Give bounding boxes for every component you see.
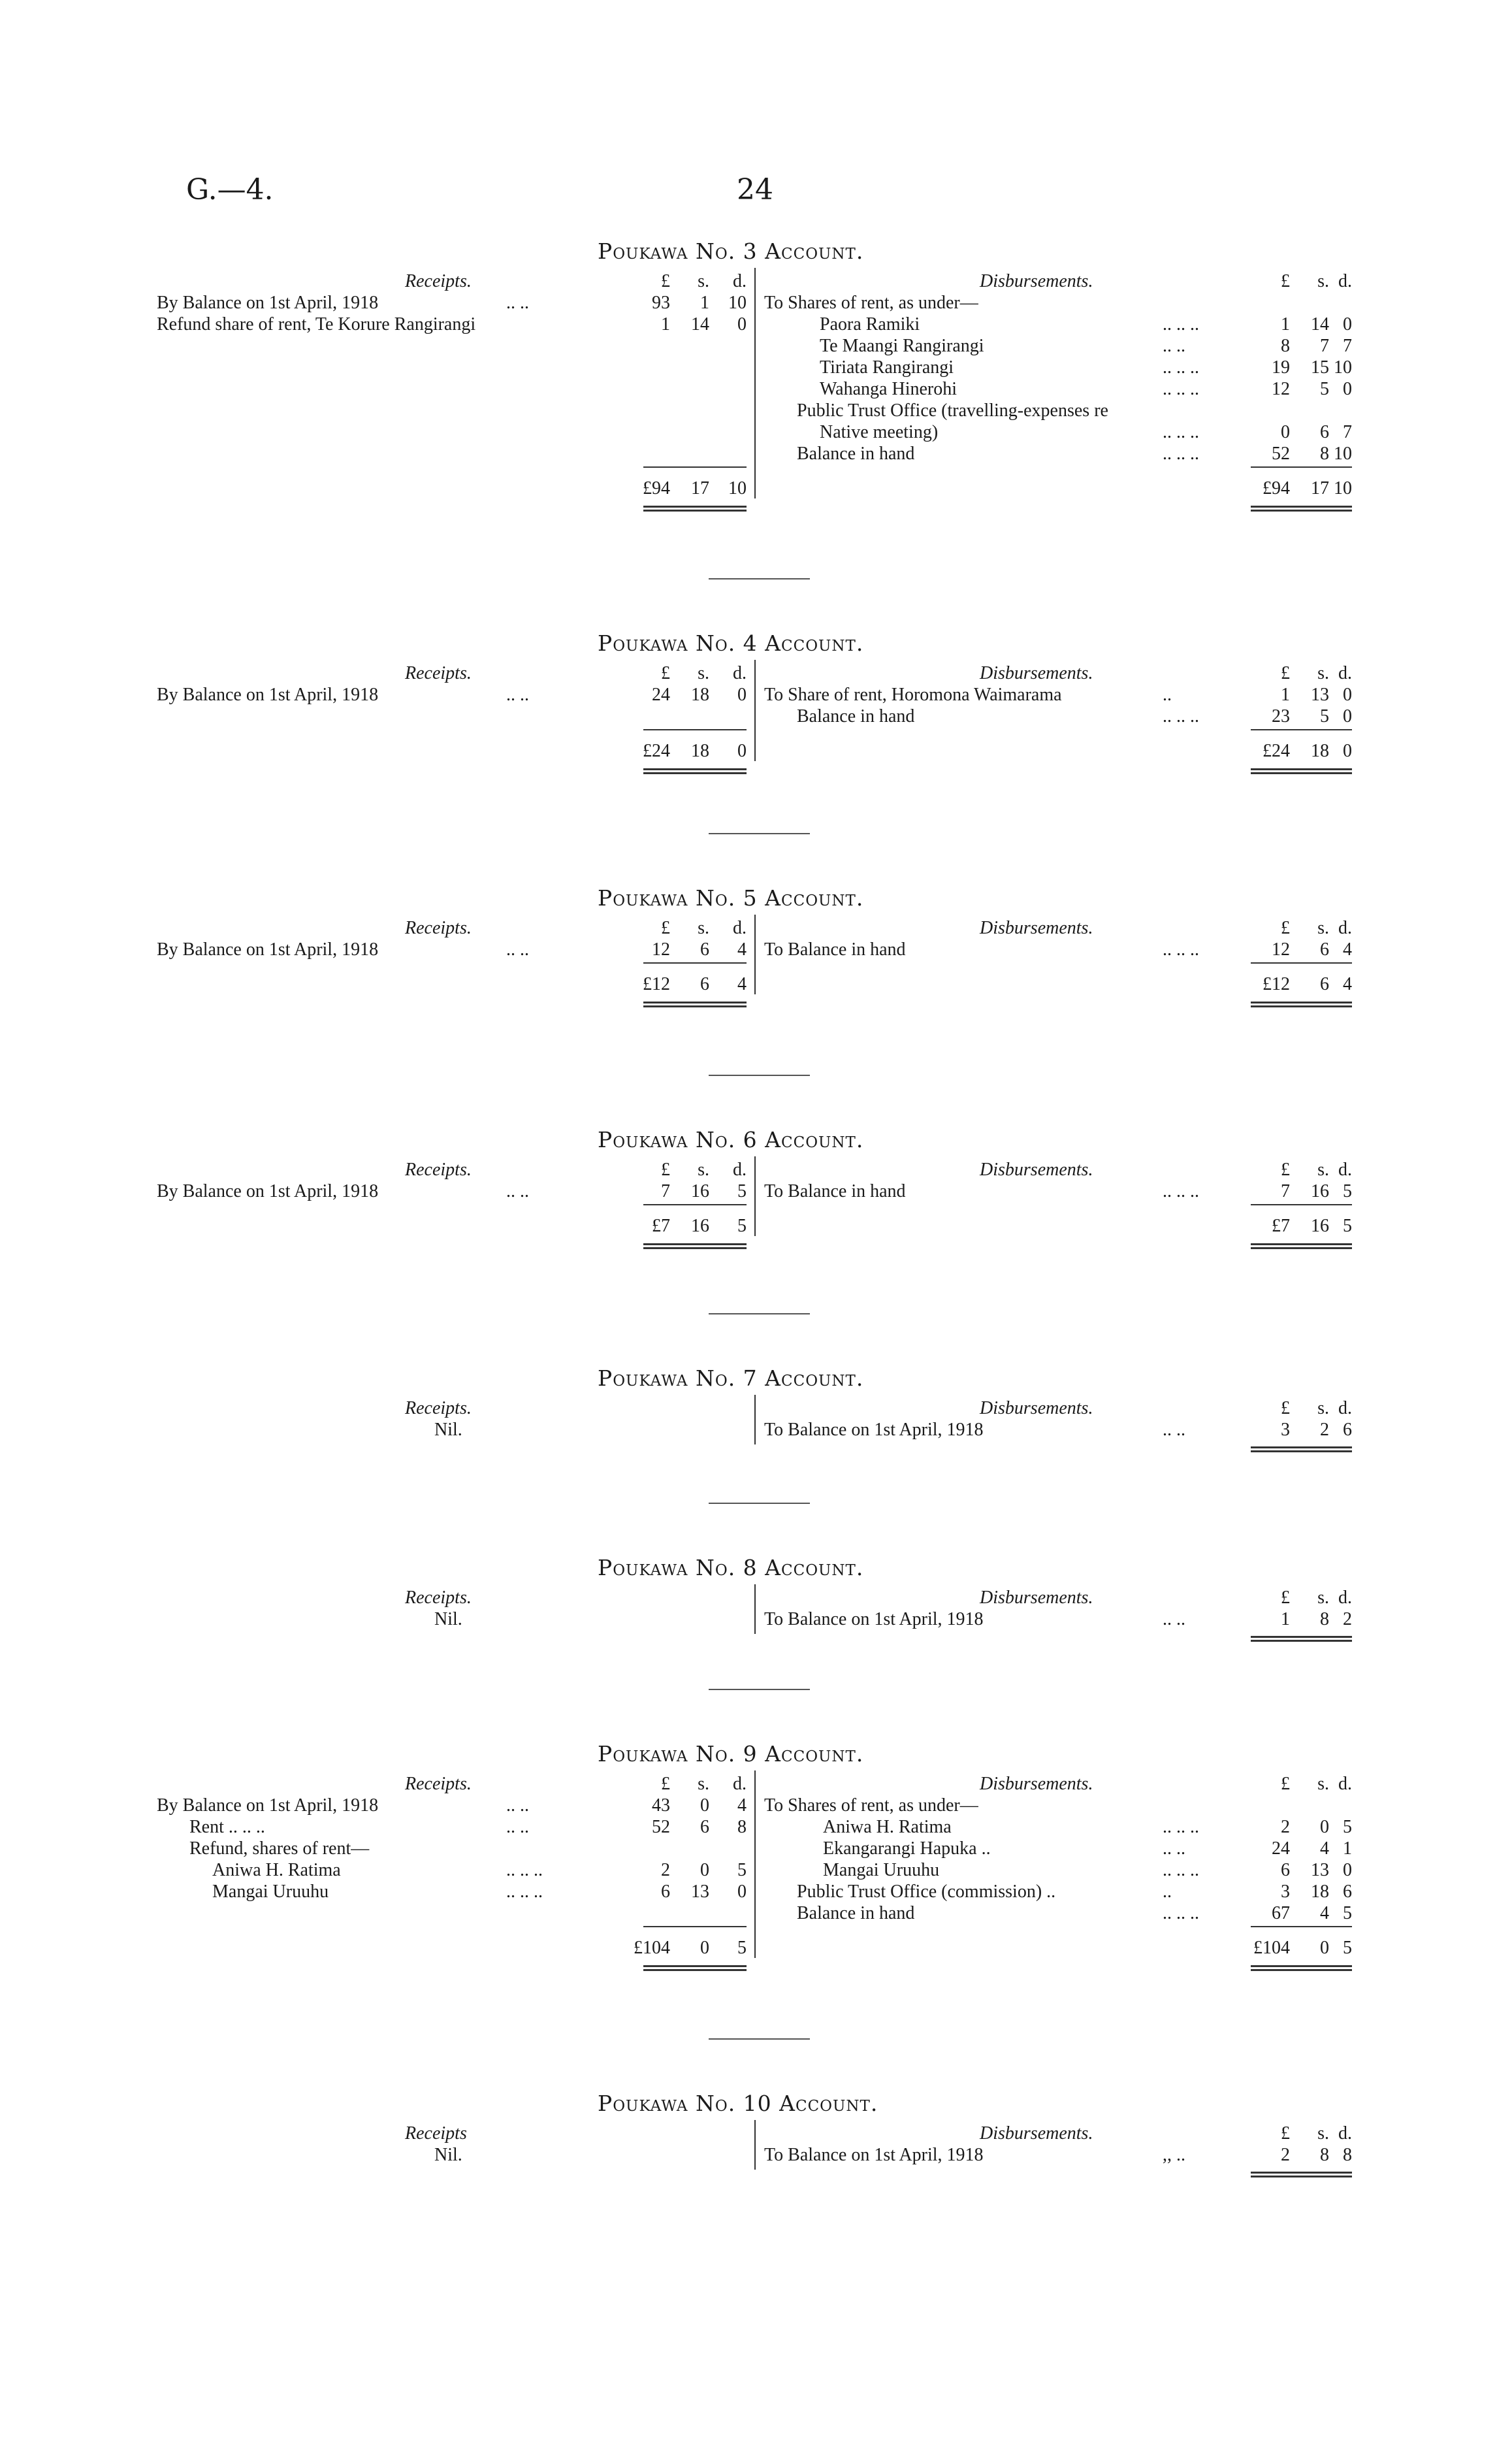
disbursement-amount-shillings: 0: [1320, 1817, 1329, 1837]
receipts-total-pounds: £24: [643, 741, 670, 761]
disbursement-amount-pounds: 12: [1272, 379, 1290, 399]
leader-dots: ..: [1163, 685, 1172, 705]
leader-dots: .. .. ..: [1163, 314, 1199, 334]
receipt-amount-shillings: 0: [700, 1860, 709, 1880]
disbursements-label: Disbursements.: [980, 918, 1093, 938]
receipts-total-shillings: 0: [700, 1938, 709, 1958]
section-separator: [709, 833, 810, 834]
disbursements-total-pence: 5: [1343, 1938, 1352, 1958]
receipt-amount-pence: 4: [737, 1795, 747, 1816]
disbursements-label: Disbursements.: [980, 1774, 1093, 1794]
leader-dots: .. ..: [1163, 336, 1185, 356]
receipts-total-pence: 0: [737, 741, 747, 761]
section-separator: [709, 1313, 810, 1314]
disbursement-amount-pence: 8: [1343, 2145, 1352, 2165]
receipt-amount-shillings: 0: [700, 1795, 709, 1816]
total-double-rule: [1251, 768, 1352, 774]
shillings-header: s.: [698, 1160, 709, 1180]
pence-header: d.: [733, 271, 747, 291]
account-title: Poukawa No. 10 Account.: [598, 2091, 878, 2116]
disbursement-item: Paora Ramiki: [820, 314, 920, 334]
pounds-header: £: [1281, 1588, 1290, 1608]
total-double-rule: [1251, 2172, 1352, 2177]
disbursements-total-pounds: £7: [1272, 1216, 1290, 1236]
pence-header: d.: [1338, 663, 1352, 683]
receipt-amount-pounds: 6: [661, 1882, 670, 1902]
leader-dots: .. ..: [506, 293, 529, 313]
disbursement-amount-pence: 6: [1343, 1420, 1352, 1440]
account-title: Poukawa No. 7 Account.: [598, 1365, 864, 1391]
disbursement-item: Public Trust Office (commission) ..: [797, 1882, 1056, 1902]
disbursement-item: Mangai Uruuhu: [823, 1860, 940, 1880]
disbursement-amount-shillings: 13: [1311, 1860, 1329, 1880]
disbursement-amount-shillings: 16: [1311, 1181, 1329, 1201]
receipt-amount-shillings: 13: [691, 1882, 709, 1902]
disbursements-total-pence: 0: [1343, 741, 1352, 761]
disbursement-amount-shillings: 8: [1320, 2145, 1329, 2165]
receipt-item: By Balance on 1st April, 1918: [157, 939, 379, 960]
pence-header: d.: [1338, 1774, 1352, 1794]
disbursement-amount-pence: 0: [1343, 706, 1352, 726]
disbursements-total-shillings: 16: [1311, 1216, 1329, 1236]
pence-header: d.: [1338, 271, 1352, 291]
column-divider: [754, 268, 756, 498]
leader-dots: .. .. ..: [1163, 357, 1199, 378]
page-header-left: G.—4.: [186, 173, 274, 206]
leader-dots: .. .. ..: [1163, 379, 1199, 399]
receipts-total-shillings: 16: [691, 1216, 709, 1236]
receipt-item: Mangai Uruuhu: [212, 1882, 329, 1902]
pence-header: d.: [1338, 1160, 1352, 1180]
disbursement-item: Native meeting): [820, 422, 939, 442]
page-number: 24: [737, 173, 773, 206]
disbursement-amount-pounds: 3: [1281, 1420, 1290, 1440]
disbursement-item: Ekangarangi Hapuka ..: [823, 1838, 991, 1859]
total-double-rule: [1251, 1636, 1352, 1642]
receipts-label: Receipts.: [405, 1160, 472, 1180]
column-divider: [754, 2120, 756, 2170]
receipts-label: Receipts.: [405, 1774, 472, 1794]
receipt-amount-shillings: 6: [700, 939, 709, 960]
leader-dots: .. .. ..: [506, 1882, 543, 1902]
receipts-total-pence: 5: [737, 1216, 747, 1236]
pounds-header: £: [661, 663, 670, 683]
disbursement-item: To Balance on 1st April, 1918: [764, 2145, 984, 2165]
total-double-rule: [643, 1243, 747, 1249]
leader-dots: .. .. ..: [1163, 939, 1199, 960]
disbursement-amount-shillings: 15: [1311, 357, 1329, 378]
shillings-header: s.: [1317, 1160, 1329, 1180]
disbursement-amount-pence: 5: [1343, 1903, 1352, 1923]
shillings-header: s.: [1317, 663, 1329, 683]
disbursement-amount-pounds: 8: [1281, 336, 1290, 356]
disbursement-amount-pounds: 7: [1281, 1181, 1290, 1201]
account-title: Poukawa No. 3 Account.: [598, 238, 864, 264]
receipt-amount-pounds: 2: [661, 1860, 670, 1880]
disbursement-item: To Shares of rent, as under—: [764, 293, 978, 313]
disbursements-total-pence: 4: [1343, 974, 1352, 994]
section-separator: [709, 1689, 810, 1690]
sum-rule: [643, 729, 747, 730]
disbursement-amount-pounds: 19: [1272, 357, 1290, 378]
total-double-rule: [1251, 1446, 1352, 1452]
disbursements-label: Disbursements.: [980, 2123, 1093, 2144]
leader-dots: .. .. ..: [1163, 1181, 1199, 1201]
receipts-total-pounds: £7: [652, 1216, 670, 1236]
receipts-total-shillings: 18: [691, 741, 709, 761]
shillings-header: s.: [698, 271, 709, 291]
pounds-header: £: [1281, 271, 1290, 291]
disbursements-total-pence: 5: [1343, 1216, 1352, 1236]
disbursements-label: Disbursements.: [980, 1398, 1093, 1418]
disbursement-amount-pounds: 23: [1272, 706, 1290, 726]
pounds-header: £: [1281, 918, 1290, 938]
disbursement-amount-shillings: 4: [1320, 1903, 1329, 1923]
column-divider: [754, 1770, 756, 1958]
receipt-item: Aniwa H. Ratima: [212, 1860, 341, 1880]
disbursements-total-pence: 10: [1334, 478, 1352, 498]
leader-dots: .. .. ..: [1163, 1903, 1199, 1923]
receipt-amount-pounds: 12: [652, 939, 670, 960]
disbursement-amount-pounds: 0: [1281, 422, 1290, 442]
disbursement-amount-pence: 0: [1343, 314, 1352, 334]
disbursements-total-shillings: 18: [1311, 741, 1329, 761]
leader-dots: .. .. ..: [1163, 422, 1199, 442]
receipt-amount-shillings: 1: [700, 293, 709, 313]
leader-dots: .. .. ..: [1163, 444, 1199, 464]
receipt-amount-pence: 5: [737, 1181, 747, 1201]
receipts-total-pence: 4: [737, 974, 747, 994]
disbursement-amount-shillings: 5: [1320, 706, 1329, 726]
disbursements-total-shillings: 17: [1311, 478, 1329, 498]
shillings-header: s.: [1317, 1774, 1329, 1794]
disbursement-amount-pence: 4: [1343, 939, 1352, 960]
sum-rule: [643, 962, 747, 964]
receipts-label: Receipts.: [405, 1398, 472, 1418]
receipts-label: Receipts.: [405, 271, 472, 291]
leader-dots: .. .. ..: [506, 1860, 543, 1880]
total-double-rule: [1251, 1243, 1352, 1249]
disbursement-amount-pounds: 67: [1272, 1903, 1290, 1923]
disbursement-amount-pounds: 1: [1281, 1609, 1290, 1629]
receipt-amount-pounds: 52: [652, 1817, 670, 1837]
leader-dots: ..: [1163, 1882, 1172, 1902]
disbursements-total-shillings: 0: [1320, 1938, 1329, 1958]
disbursement-amount-shillings: 6: [1320, 939, 1329, 960]
pence-header: d.: [733, 918, 747, 938]
leader-dots: .. ..: [506, 685, 529, 705]
sum-rule: [643, 1204, 747, 1205]
disbursement-item: To Balance in hand: [764, 1181, 906, 1201]
disbursement-item: To Balance in hand: [764, 939, 906, 960]
disbursement-amount-pounds: 1: [1281, 685, 1290, 705]
pounds-header: £: [661, 1774, 670, 1794]
account-title: Poukawa No. 8 Account.: [598, 1555, 864, 1580]
disbursement-item: Tiriata Rangirangi: [820, 357, 954, 378]
leader-dots: .. .. ..: [1163, 1817, 1199, 1837]
disbursement-amount-pence: 2: [1343, 1609, 1352, 1629]
receipts-label: Receipts: [405, 2123, 467, 2144]
disbursement-item: Aniwa H. Ratima: [823, 1817, 952, 1837]
receipts-total-pence: 5: [737, 1938, 747, 1958]
receipt-item: By Balance on 1st April, 1918: [157, 685, 379, 705]
disbursement-amount-pence: 10: [1334, 357, 1352, 378]
receipts-nil: Nil.: [434, 1609, 462, 1629]
disbursement-amount-pounds: 3: [1281, 1882, 1290, 1902]
disbursement-item: Balance in hand: [797, 706, 915, 726]
section-separator: [709, 1075, 810, 1076]
disbursements-label: Disbursements.: [980, 1588, 1093, 1608]
disbursements-total-pounds: £24: [1263, 741, 1290, 761]
disbursement-amount-shillings: 6: [1320, 422, 1329, 442]
total-double-rule: [643, 768, 747, 774]
disbursement-amount-pence: 0: [1343, 379, 1352, 399]
pounds-header: £: [661, 1160, 670, 1180]
disbursement-amount-pence: 6: [1343, 1882, 1352, 1902]
disbursement-item: Balance in hand: [797, 1903, 915, 1923]
disbursement-amount-shillings: 4: [1320, 1838, 1329, 1859]
receipt-amount-pence: 10: [728, 293, 747, 313]
shillings-header: s.: [698, 663, 709, 683]
receipt-amount-pence: 0: [737, 314, 747, 334]
shillings-header: s.: [1317, 2123, 1329, 2144]
disbursements-label: Disbursements.: [980, 1160, 1093, 1180]
leader-dots: .. ..: [506, 1181, 529, 1201]
disbursement-amount-pence: 1: [1343, 1838, 1352, 1859]
disbursements-label: Disbursements.: [980, 271, 1093, 291]
pounds-header: £: [1281, 2123, 1290, 2144]
disbursement-amount-pence: 5: [1343, 1817, 1352, 1837]
section-separator: [709, 2038, 810, 2040]
receipts-total-shillings: 6: [700, 974, 709, 994]
leader-dots: .. ..: [1163, 1420, 1185, 1440]
leader-dots: .. ..: [506, 1817, 529, 1837]
shillings-header: s.: [1317, 918, 1329, 938]
disbursement-amount-pence: 0: [1343, 685, 1352, 705]
receipts-total-shillings: 17: [691, 478, 709, 498]
total-double-rule: [643, 1002, 747, 1007]
disbursements-total-pounds: £94: [1263, 478, 1290, 498]
receipts-total-pounds: £104: [634, 1938, 670, 1958]
receipts-total-pounds: £12: [643, 974, 670, 994]
receipt-amount-shillings: 14: [691, 314, 709, 334]
receipt-amount-pounds: 1: [661, 314, 670, 334]
receipts-label: Receipts.: [405, 1588, 472, 1608]
disbursement-item: Balance in hand: [797, 444, 915, 464]
pence-header: d.: [733, 1774, 747, 1794]
receipts-total-pounds: £94: [643, 478, 670, 498]
receipt-amount-pounds: 93: [652, 293, 670, 313]
disbursement-item: Wahanga Hinerohi: [820, 379, 957, 399]
disbursement-amount-shillings: 14: [1311, 314, 1329, 334]
disbursement-amount-shillings: 18: [1311, 1882, 1329, 1902]
shillings-header: s.: [1317, 1398, 1329, 1418]
disbursement-item: To Balance on 1st April, 1918: [764, 1420, 984, 1440]
pounds-header: £: [1281, 1774, 1290, 1794]
disbursement-amount-shillings: 8: [1320, 1609, 1329, 1629]
disbursement-item: Public Trust Office (travelling-expenses re: [797, 400, 1108, 421]
disbursement-amount-shillings: 8: [1320, 444, 1329, 464]
section-separator: [709, 1503, 810, 1504]
disbursement-amount-pounds: 1: [1281, 314, 1290, 334]
receipt-item: By Balance on 1st April, 1918: [157, 293, 379, 313]
total-double-rule: [1251, 506, 1352, 512]
receipts-total-pence: 10: [728, 478, 747, 498]
disbursement-amount-pence: 10: [1334, 444, 1352, 464]
receipts-label: Receipts.: [405, 918, 472, 938]
receipt-amount-shillings: 16: [691, 1181, 709, 1201]
account-title: Poukawa No. 4 Account.: [598, 630, 864, 656]
disbursement-amount-pounds: 12: [1272, 939, 1290, 960]
shillings-header: s.: [1317, 271, 1329, 291]
disbursement-item: To Shares of rent, as under—: [764, 1795, 978, 1816]
disbursement-amount-pence: 7: [1343, 336, 1352, 356]
receipt-item: Refund share of rent, Te Korure Rangirangi: [157, 314, 476, 334]
disbursements-total-pounds: £12: [1263, 974, 1290, 994]
disbursement-amount-shillings: 2: [1320, 1420, 1329, 1440]
disbursement-item: To Balance on 1st April, 1918: [764, 1609, 984, 1629]
section-separator: [709, 578, 810, 579]
pence-header: d.: [1338, 2123, 1352, 2144]
disbursement-amount-pounds: 6: [1281, 1860, 1290, 1880]
sum-rule: [643, 1926, 747, 1927]
total-double-rule: [643, 506, 747, 512]
receipt-item: By Balance on 1st April, 1918: [157, 1795, 379, 1816]
account-title: Poukawa No. 6 Account.: [598, 1127, 864, 1152]
disbursements-label: Disbursements.: [980, 663, 1093, 683]
pounds-header: £: [1281, 663, 1290, 683]
column-divider: [754, 1584, 756, 1634]
receipt-amount-shillings: 6: [700, 1817, 709, 1837]
pence-header: d.: [1338, 918, 1352, 938]
disbursement-amount-pounds: 2: [1281, 1817, 1290, 1837]
receipts-nil: Nil.: [434, 1420, 462, 1440]
column-divider: [754, 1395, 756, 1444]
leader-dots: ,, ..: [1163, 2145, 1185, 2165]
shillings-header: s.: [698, 1774, 709, 1794]
receipt-amount-pence: 4: [737, 939, 747, 960]
leader-dots: .. ..: [506, 939, 529, 960]
disbursement-item: Te Maangi Rangirangi: [820, 336, 984, 356]
pence-header: d.: [733, 663, 747, 683]
sum-rule: [1251, 1204, 1352, 1205]
sum-rule: [643, 466, 747, 468]
disbursements-total-pounds: £104: [1253, 1938, 1290, 1958]
sum-rule: [1251, 1926, 1352, 1927]
column-divider: [754, 915, 756, 994]
receipt-amount-pence: 5: [737, 1860, 747, 1880]
receipt-amount-pounds: 24: [652, 685, 670, 705]
receipt-amount-shillings: 18: [691, 685, 709, 705]
disbursement-amount-pence: 5: [1343, 1181, 1352, 1201]
pence-header: d.: [1338, 1588, 1352, 1608]
receipt-amount-pence: 8: [737, 1817, 747, 1837]
disbursement-amount-shillings: 7: [1320, 336, 1329, 356]
receipts-label: Receipts.: [405, 663, 472, 683]
disbursement-amount-pounds: 24: [1272, 1838, 1290, 1859]
leader-dots: .. ..: [1163, 1609, 1185, 1629]
total-double-rule: [1251, 1002, 1352, 1007]
account-title: Poukawa No. 5 Account.: [598, 885, 864, 911]
column-divider: [754, 660, 756, 761]
pounds-header: £: [1281, 1160, 1290, 1180]
total-double-rule: [1251, 1965, 1352, 1971]
disbursement-amount-pence: 0: [1343, 1860, 1352, 1880]
disbursement-amount-pence: 7: [1343, 422, 1352, 442]
sum-rule: [1251, 729, 1352, 730]
column-divider: [754, 1156, 756, 1236]
pounds-header: £: [661, 918, 670, 938]
disbursement-amount-shillings: 13: [1311, 685, 1329, 705]
account-title: Poukawa No. 9 Account.: [598, 1741, 864, 1767]
receipt-amount-pounds: 43: [652, 1795, 670, 1816]
receipt-amount-pounds: 7: [661, 1181, 670, 1201]
leader-dots: .. .. ..: [1163, 1860, 1199, 1880]
sum-rule: [1251, 962, 1352, 964]
leader-dots: .. ..: [506, 1795, 529, 1816]
receipt-item: Rent .. .. ..: [189, 1817, 265, 1837]
sum-rule: [1251, 466, 1352, 468]
pounds-header: £: [661, 271, 670, 291]
pence-header: d.: [1338, 1398, 1352, 1418]
receipt-item: By Balance on 1st April, 1918: [157, 1181, 379, 1201]
receipts-nil: Nil.: [434, 2145, 462, 2165]
pounds-header: £: [1281, 1398, 1290, 1418]
disbursement-amount-pounds: 2: [1281, 2145, 1290, 2165]
disbursements-total-shillings: 6: [1320, 974, 1329, 994]
pence-header: d.: [733, 1160, 747, 1180]
receipt-amount-pence: 0: [737, 685, 747, 705]
shillings-header: s.: [1317, 1588, 1329, 1608]
shillings-header: s.: [698, 918, 709, 938]
total-double-rule: [643, 1965, 747, 1971]
leader-dots: .. .. ..: [1163, 706, 1199, 726]
disbursement-amount-pounds: 52: [1272, 444, 1290, 464]
receipt-amount-pence: 0: [737, 1882, 747, 1902]
receipt-item: Refund, shares of rent—: [189, 1838, 370, 1859]
disbursement-amount-shillings: 5: [1320, 379, 1329, 399]
leader-dots: .. ..: [1163, 1838, 1185, 1859]
disbursement-item: To Share of rent, Horomona Waimarama: [764, 685, 1062, 705]
